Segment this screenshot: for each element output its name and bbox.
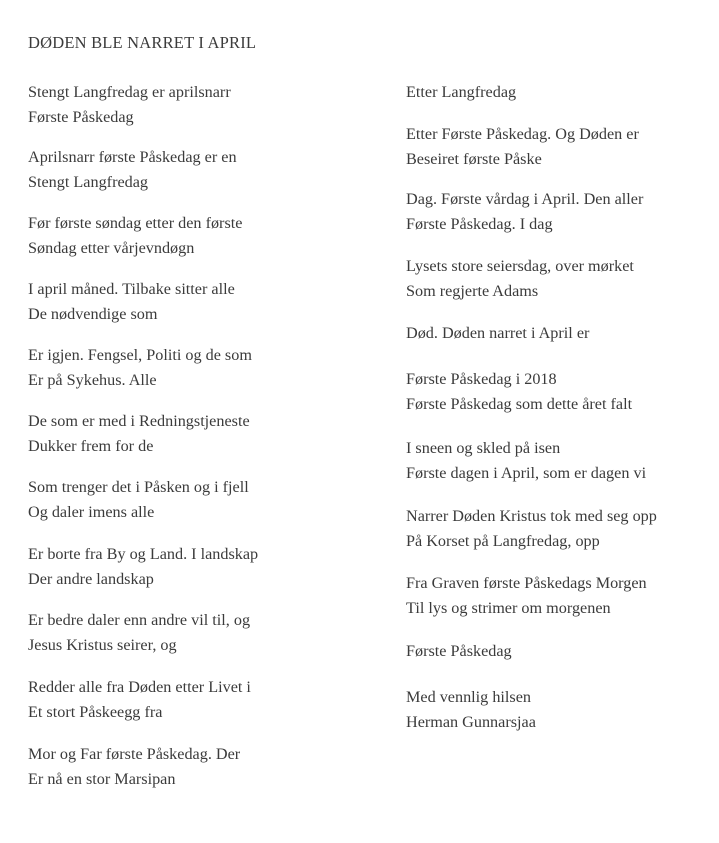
poem-line: Søndag etter vårjevndøgn <box>28 238 195 257</box>
poem-stanza <box>28 211 378 261</box>
poem-line: Fra Graven første Påskedags Morgen <box>406 574 647 592</box>
poem-stanza <box>406 571 706 621</box>
poem-line: Med vennlig hilsen <box>406 688 531 706</box>
poem-line: Første Påskedag <box>28 107 134 126</box>
poem-line: På Korset på Langfredag, opp <box>406 531 600 550</box>
poem-line: Til lys og strimer om morgenen <box>406 598 611 617</box>
poem-stanza <box>28 742 378 792</box>
poem-stanza <box>406 367 706 417</box>
poem-stanza <box>406 639 706 664</box>
poem-stanza <box>28 475 378 525</box>
poem-line: Første Påskedag som dette året falt <box>406 394 633 413</box>
poem-line: Er bedre daler enn andre vil til, og <box>28 611 251 629</box>
poem-stanza <box>406 187 706 237</box>
poem-stanza <box>406 122 706 172</box>
poem-line: Er på Sykehus. Alle <box>28 370 157 389</box>
poem-line: De som er med i Redningstjeneste <box>28 412 250 430</box>
poem-line: Etter Første Påskedag. Og Døden er <box>406 125 639 143</box>
poem-line: Redder alle fra Døden etter Livet i <box>28 678 251 696</box>
poem-line: Er igjen. Fengsel, Politi og de som <box>28 346 252 364</box>
poem-stanza <box>28 675 378 725</box>
poem-stanza <box>28 542 378 592</box>
poem-stanza <box>406 504 706 554</box>
poem-line: Død. Døden narret i April er <box>406 324 590 342</box>
poem-stanza <box>28 145 378 195</box>
page-title: DØDEN BLE NARRET I APRIL <box>28 33 257 52</box>
poem-line: Og daler imens alle <box>28 502 155 521</box>
poem-line: Jesus Kristus seirer, og <box>28 635 177 654</box>
poem-line: Er borte fra By og Land. I landskap <box>28 545 259 563</box>
poem-stanza <box>406 436 706 486</box>
poem-line: Er nå en stor Marsipan <box>28 769 176 788</box>
poem-line: I sneen og skled på isen <box>406 439 561 457</box>
poem-stanza <box>28 277 378 327</box>
poem-line: Lysets store seiersdag, over mørket <box>406 257 634 275</box>
poem-line: I april måned. Tilbake sitter alle <box>28 280 235 298</box>
poem-line: Etter Langfredag <box>406 83 517 101</box>
poem-stanza <box>28 409 378 459</box>
poem-stanza <box>406 685 706 735</box>
poem-stanza <box>406 80 706 105</box>
poem-line: Første Påskedag. I dag <box>406 214 553 233</box>
poem-stanza <box>406 321 706 346</box>
poem-line: Før første søndag etter den første <box>28 214 243 232</box>
poem-line: Herman Gunnarsjaa <box>406 712 536 731</box>
poem-line: Første dagen i April, som er dagen vi <box>406 463 647 482</box>
poem-line: Beseiret første Påske <box>406 149 542 168</box>
poem-line: De nødvendige som <box>28 304 158 323</box>
poem-line: Første Påskedag <box>406 642 512 660</box>
poem-line: Stengt Langfredag <box>28 172 149 191</box>
poem-line: Der andre landskap <box>28 569 154 588</box>
poem-line: Dukker frem for de <box>28 436 154 455</box>
poem-line: Dag. Første vårdag i April. Den aller <box>406 190 644 208</box>
poem-line: Som regjerte Adams <box>406 281 539 300</box>
poem-line: Et stort Påskeegg fra <box>28 702 163 721</box>
poem-stanza <box>406 254 706 304</box>
poem-line: Som trenger det i Påsken og i fjell <box>28 478 249 496</box>
poem-stanza <box>28 608 378 658</box>
poem-line: Stengt Langfredag er aprilsnarr <box>28 83 231 101</box>
poem-stanza <box>28 80 378 130</box>
poem-stanza <box>28 343 378 393</box>
poem-line: Første Påskedag i 2018 <box>406 370 557 388</box>
poem-line: Mor og Far første Påskedag. Der <box>28 745 241 763</box>
poem-line: Aprilsnarr første Påskedag er en <box>28 148 237 166</box>
poem-line: Narrer Døden Kristus tok med seg opp <box>406 507 657 525</box>
